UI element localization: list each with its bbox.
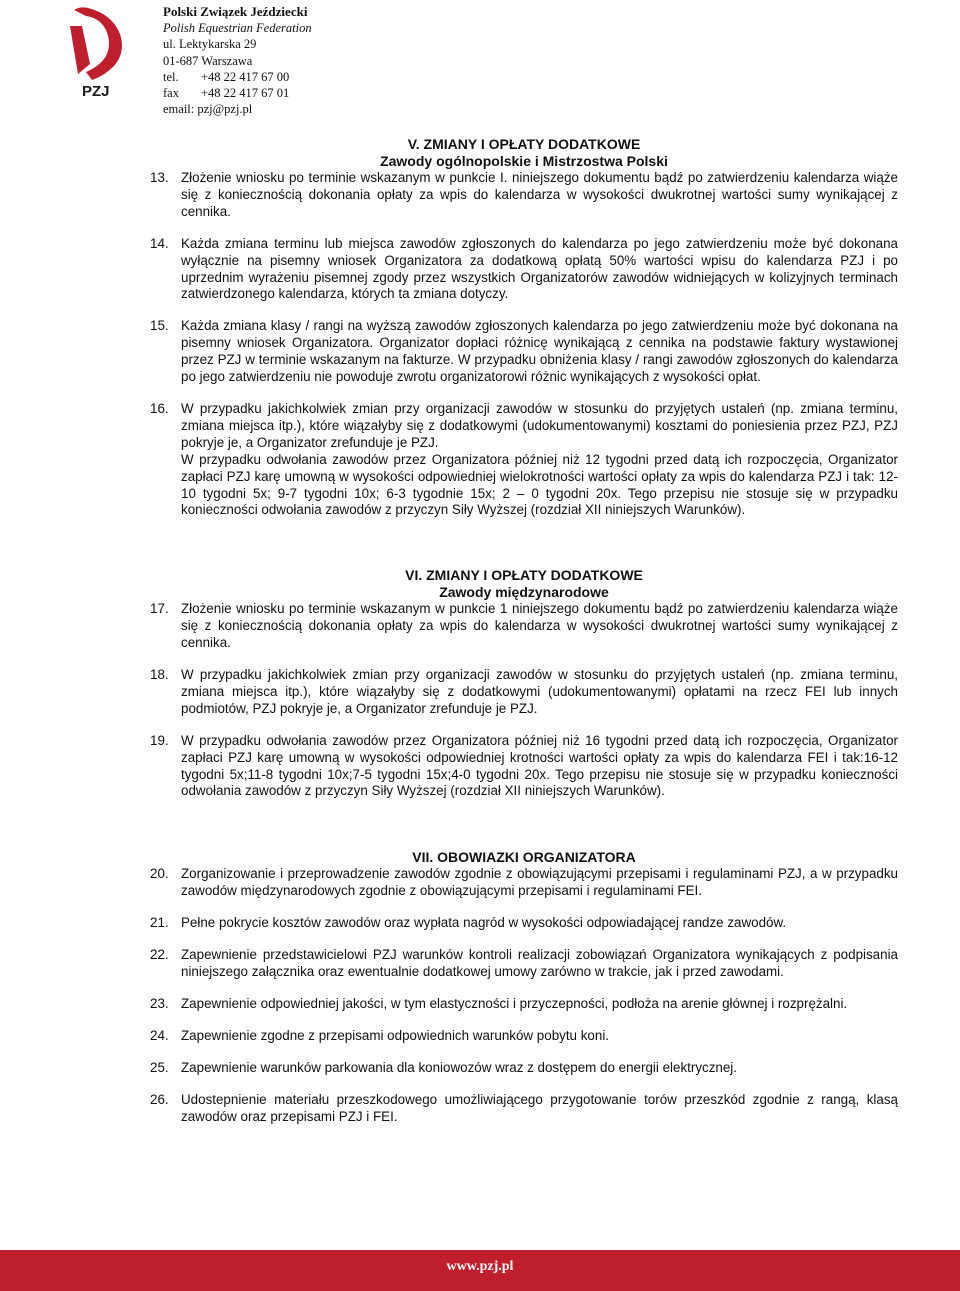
list-item	[150, 866, 898, 900]
item-text: Zapewnienie zgodne z przepisami odpowiednich warunków pobytu koni.	[181, 1027, 610, 1043]
section-vi-subtitle: Zawody międzynarodowe	[439, 584, 609, 601]
item-number: 17.	[150, 601, 169, 617]
org-city: 01-687 Warszawa	[163, 53, 253, 68]
item-text: Pełne pokrycie kosztów zawodów oraz wypłata nagród w wysokości odpowiadającej randze zawodów.	[181, 915, 787, 931]
tel-label: tel.	[163, 69, 179, 84]
item-text: Zapewnienie odpowiedniej jakości, w tym elastyczności i przyczepności, podłoża na arenie głównej i rozprężalni.	[181, 995, 848, 1011]
item-text: Złożenie wniosku po terminie wskazanym w punkcie I. niniejszego dokumentu bądź po zatwierdzeniu kalendarza wiąże się z koniecznością dokonania opłaty za wpis do kalendarza w wysokości dwukrotnej wartości sumy wynikającej z cennika.	[181, 170, 898, 219]
item-number: 18.	[150, 667, 169, 683]
email-value[interactable]: pzj@pzj.pl	[197, 102, 253, 117]
section-v-subtitle: Zawody ogólnopolskie i Mistrzostwa Polski	[380, 153, 668, 169]
item-text: W przypadku odwołania zawodów przez Organizatora później niż 16 tygodni przed datą ich rozpoczęcia, Organizator zapłaci PZJ karę umowną w wysokości odpowiedniej krotności wartości opłaty za wpis do kalendarza FEI i tak:16-12 tygodni 5x;11-8 tygodni 10x;7-5 tygodni 15x;4-0 tygodni 20x. Tego przepisu nie stosuje się w przypadku konieczności odwołania zawodów z przyczyn Siły Wyższej (rozdział XII niniejszych Warunków).	[181, 732, 898, 799]
org-fax	[163, 85, 312, 101]
item-text: Zorganizowanie i przeprowadzenie zawodów zgodnie z obowiązującymi przepisami i regulaminami PZJ, a w przypadku zawodów międzynarodowych zgodnie z obowiązującymi przepisami i regulaminami FEI.	[181, 866, 898, 899]
item-text: Każda zmiana klasy / rangi na wyższą zawodów zgłoszonych kalendarza po jego zatwierdzeniu może być dokonana na pisemny wniosek Organizatora. Organizator dopłaci różnicę wynikającą z cennika na podstawie faktury wystawionej przez PZJ w terminie wskazanym na fakturze. W przypadku obniżenia klasy / rangi zawodów zgłoszonych do kalendarza po jego zatwierdzeniu nie powoduje zwrotu organizatorowi różnic wynikających z wysokości opłat.	[181, 318, 898, 385]
item-number: 25.	[150, 1059, 169, 1075]
item-text: Udostepnienie materiału przeszkodowego umożliwiającego przygotowanie torów przeszkód zgodnie z rangą, klasą zawodów oraz przepisami PZJ i FEI.	[181, 1091, 898, 1124]
item-number: 14.	[150, 235, 169, 251]
org-name: Polski Związek Jeździecki	[163, 4, 308, 19]
logo-text: PZJ	[82, 83, 110, 100]
pzj-logo	[60, 4, 140, 100]
item-number: 20.	[150, 866, 169, 882]
section-vi-title: VI. ZMIANY I OPŁATY DODATKOWE	[405, 567, 643, 584]
item-text: W przypadku jakichkolwiek zmian przy organizacji zawodów w stosunku do przyjętych ustaleń (np. zmiana terminu, zmiana miejsca itp.), które wiązałyby się z dodatkowymi (udokumentowanymi) kosztami do poniesienia przez PZJ, PZJ pokryje je, a Organizator zrefunduje je PZJ.	[181, 400, 898, 450]
org-header	[163, 4, 312, 117]
list-item	[150, 170, 898, 221]
tel-value: +48 22 417 67 00	[201, 69, 290, 84]
item-text: Złożenie wniosku po terminie wskazanym w punkcie 1 niniejszego dokumentu bądź po zatwierdzeniu kalendarza wiąże się z koniecznością dokonania opłaty za wpis do kalendarza w wysokości dwukrotnej wartości sumy wynikającej z cennika.	[181, 601, 898, 651]
list-item	[150, 733, 898, 801]
document-body	[150, 136, 898, 1140]
list-item	[150, 1060, 898, 1077]
item-text: Zapewnienie warunków parkowania dla koniowozów wraz z dostępem do energii elektrycznej.	[181, 1059, 737, 1075]
fax-label: fax	[163, 86, 179, 101]
list-item	[150, 1028, 898, 1045]
org-email	[163, 101, 312, 117]
footer-url[interactable]: www.pzj.pl	[446, 1259, 514, 1274]
list-item	[150, 915, 898, 932]
item-number: 16.	[150, 400, 169, 416]
org-street: ul. Lektykarska 29	[163, 37, 257, 52]
section-vii-title: VII. OBOWIAZKI ORGANIZATORA	[412, 849, 636, 866]
section-v-title: V. ZMIANY I OPŁATY DODATKOWE	[407, 136, 641, 152]
item-number: 19.	[150, 732, 169, 748]
item-number: 26.	[150, 1091, 169, 1107]
email-label: email:	[163, 102, 195, 117]
item-number: 13.	[150, 170, 169, 185]
list-item	[150, 996, 898, 1013]
org-tel	[163, 69, 312, 85]
list-item	[150, 601, 898, 652]
list-item	[150, 236, 898, 304]
list-item	[150, 947, 898, 981]
org-name-en: Polish Equestrian Federation	[163, 21, 312, 36]
item-text: W przypadku jakichkolwiek zmian przy organizacji zawodów w stosunku do przyjętych ustaleń (np. zmiana terminu, zmiana miejsca itp.), które wiązałyby się z dodatkowymi (udokumentowanymi) opłatami na rzecz FEI lub innych podmiotów, PZJ pokryje je, a Organizator zrefunduje je PZJ.	[181, 667, 898, 716]
item-number: 22.	[150, 947, 169, 963]
list-item	[150, 318, 898, 386]
list-item	[150, 667, 898, 718]
item-text-continued: W przypadku odwołania zawodów przez Organizatora później niż 12 tygodni przed datą ich rozpoczęcia, Organizator zapłaci PZJ karę umowną w wysokości odpowiedniej wielokrotności wartości opłaty za wpis do kalendarza PZJ i tak: 12-10 tygodni 5x; 9-7 tygodni 10x; 6-3 tygodnie 15x; 2 – 0 tygodni 20x. Tego przepisu nie stosuje się w przypadku konieczności odwołania zawodów z przyczyn Siły Wyższej (rozdział XII niniejszych Warunków).	[181, 451, 898, 518]
item-number: 21.	[150, 915, 169, 931]
list-item	[150, 1092, 898, 1126]
item-text: Każda zmiana terminu lub miejsca zawodów zgłoszonych do kalendarza po jego zatwierdzeniu może być dokonana wyłącznie na pisemny wniosek Organizatora za dodatkową opłatą 50% wartości wpisu do kalendarza PZJ i po uprzednim wyrażeniu pisemnej zgody przez wszystkich Organizatorów zawodów widniejących w kolizyjnych terminach zatwierdzonego kalendarza, których ta zmiana dotyczy.	[181, 235, 898, 302]
fax-value: +48 22 417 67 01	[201, 86, 290, 101]
item-number: 24.	[150, 1027, 169, 1043]
item-number: 23.	[150, 995, 169, 1011]
item-number: 15.	[150, 318, 169, 334]
list-item	[150, 401, 898, 519]
footer-bar	[0, 1250, 960, 1291]
item-text: Zapewnienie przedstawicielowi PZJ warunków kontroli realizacji zobowiązań Organizatora wynikających z podpisania niniejszego załącznika oraz ewentualnie dodatkowej umowy zarówno w trakcie, jak i przed zawodami.	[181, 947, 898, 979]
